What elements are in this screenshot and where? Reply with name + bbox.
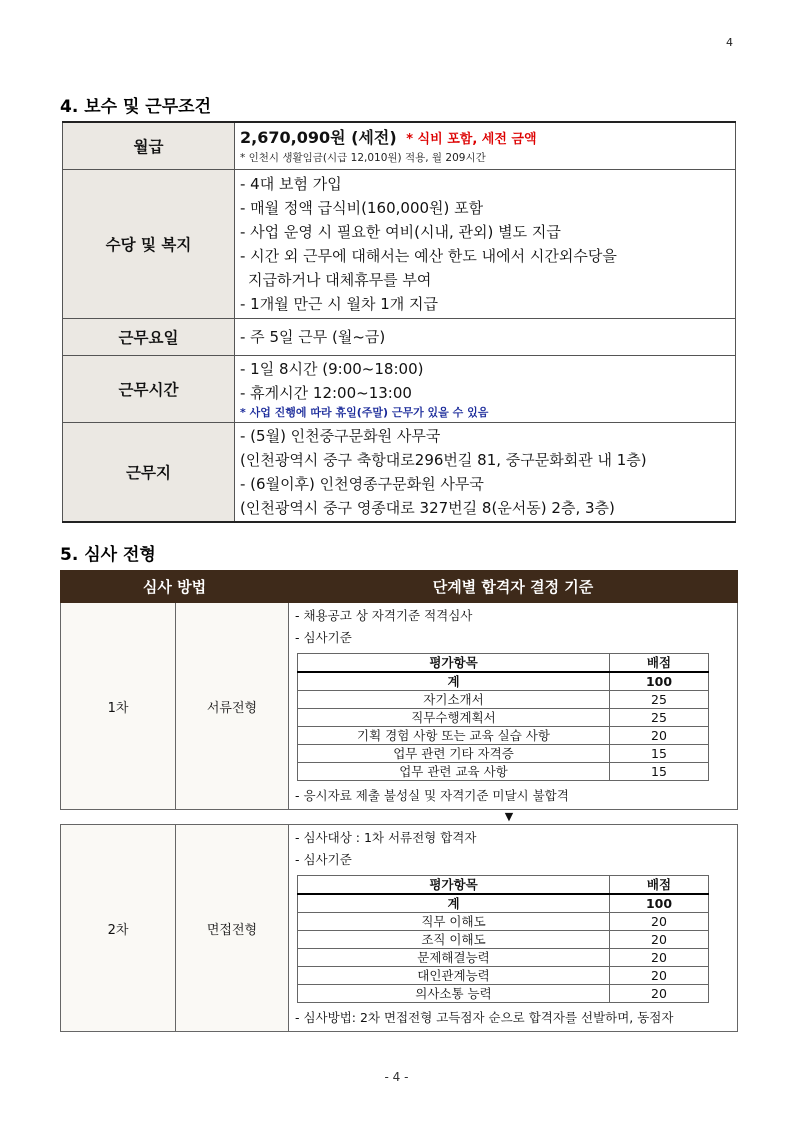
score-item: 업무 관련 기타 자격증 — [298, 745, 610, 763]
score-value: 25 — [610, 709, 709, 727]
stage1-criteria — [289, 603, 738, 810]
score-item: 기획 경험 사항 또는 교육 실습 사항 — [298, 727, 610, 745]
allowance-label: 수당 및 복지 — [63, 170, 235, 319]
table-row — [298, 949, 709, 967]
stage-arrow-row — [61, 810, 738, 825]
score-item: 직무수행계획서 — [298, 709, 610, 727]
score-total: 100 — [610, 672, 709, 691]
workdays-label: 근무요일 — [63, 319, 235, 356]
score-item: 직무 이해도 — [298, 913, 610, 931]
section-4-title: 4. 보수 및 근무조건 — [60, 97, 211, 117]
allowance-line: - 4대 보험 가입 — [240, 175, 342, 193]
score-value: 20 — [610, 967, 709, 985]
score-item: 의사소통 능력 — [298, 985, 610, 1003]
hours-label: 근무시간 — [63, 356, 235, 423]
score-item: 업무 관련 교육 사항 — [298, 763, 610, 781]
score-value: 20 — [610, 727, 709, 745]
score-item: 문제해결능력 — [298, 949, 610, 967]
salary-note: * 식비 포함, 세전 금액 — [406, 132, 537, 147]
stage2-line: - 심사기준 — [295, 852, 352, 867]
stage1-row — [61, 603, 738, 810]
down-arrow-icon: ▼ — [504, 810, 514, 823]
score-value: 25 — [610, 691, 709, 709]
stage1-method: 서류전형 — [176, 603, 289, 810]
score-col-score: 배점 — [610, 876, 709, 895]
allowance-line: - 1개월 만근 시 월차 1개 지급 — [240, 295, 439, 313]
score-item: 대인관계능력 — [298, 967, 610, 985]
table-row — [298, 931, 709, 949]
stage1-line: - 채용공고 상 자격기준 적격심사 — [295, 608, 473, 623]
work-conditions-table — [62, 121, 736, 523]
score-value: 15 — [610, 745, 709, 763]
table-row — [298, 967, 709, 985]
table-row — [298, 745, 709, 763]
score-total-label: 계 — [298, 894, 610, 913]
section-5-title: 5. 심사 전형 — [60, 545, 156, 565]
allowance-line: - 매월 정액 급식비(160,000원) 포함 — [240, 199, 484, 217]
table-row — [298, 985, 709, 1003]
hours-note: * 사업 진행에 따라 휴일(주말) 근무가 있을 수 있음 — [240, 406, 489, 419]
workdays-content: - 주 5일 근무 (월~금) — [235, 319, 736, 356]
allowance-line: - 사업 운영 시 필요한 여비(시내, 관외) 별도 지급 — [240, 223, 561, 241]
salary-label: 월급 — [63, 122, 235, 170]
location-content — [235, 423, 736, 523]
location-line: - (5월) 인천중구문화원 사무국 — [240, 427, 441, 445]
location-row — [63, 423, 736, 523]
stage1-footer: - 응시자료 제출 불성실 및 자격기준 미달시 불합격 — [295, 788, 569, 803]
score-value: 20 — [610, 949, 709, 967]
header-method: 심사 방법 — [61, 571, 289, 603]
workdays-row — [63, 319, 736, 356]
stage1-score-table — [297, 653, 709, 781]
table-row — [298, 691, 709, 709]
header-criteria: 단계별 합격자 결정 기준 — [289, 571, 738, 603]
hours-line: - 휴게시간 12:00~13:00 — [240, 384, 412, 402]
hours-row — [63, 356, 736, 423]
salary-sub-note: * 인천시 생활임금(시급 12,010원) 적용, 월 209시간 — [240, 152, 486, 164]
table-row — [298, 709, 709, 727]
allowance-content — [235, 170, 736, 319]
stage2-label: 2차 — [61, 825, 176, 1032]
table-row — [298, 727, 709, 745]
stage2-method: 면접전형 — [176, 825, 289, 1032]
stage2-line: - 심사대상 : 1차 서류전형 합격자 — [295, 830, 477, 845]
score-value: 20 — [610, 985, 709, 1003]
location-line: (인천광역시 중구 영종대로 327번길 8(운서동) 2층, 3층) — [240, 499, 615, 517]
salary-row — [63, 122, 736, 170]
location-line: - (6월이후) 인천영종구문화원 사무국 — [240, 475, 484, 493]
salary-amount: 2,670,090원 (세전) — [240, 128, 397, 147]
stage2-row — [61, 825, 738, 1032]
stage2-criteria — [289, 825, 738, 1032]
score-total-label: 계 — [298, 672, 610, 691]
score-value: 20 — [610, 931, 709, 949]
location-label: 근무지 — [63, 423, 235, 523]
stage1-label: 1차 — [61, 603, 176, 810]
review-process-table — [60, 570, 738, 1032]
allowance-row — [63, 170, 736, 319]
allowance-line: - 시간 외 근무에 대해서는 예산 한도 내에서 시간외수당을 — [240, 247, 617, 265]
page-number-top: 4 — [726, 36, 733, 49]
score-value: 20 — [610, 913, 709, 931]
review-header-row — [61, 571, 738, 603]
score-item: 조직 이해도 — [298, 931, 610, 949]
score-total: 100 — [610, 894, 709, 913]
score-value: 15 — [610, 763, 709, 781]
hours-line: - 1일 8시간 (9:00~18:00) — [240, 360, 424, 378]
score-item: 자기소개서 — [298, 691, 610, 709]
page-footer-number: - 4 - — [384, 1070, 409, 1084]
hours-content — [235, 356, 736, 423]
stage2-footer: - 심사방법: 2차 면접전형 고득점자 순으로 합격자를 선발하며, 동점자 — [295, 1010, 674, 1025]
location-line: (인천광역시 중구 축항대로296번길 81, 중구문화회관 내 1층) — [240, 451, 647, 469]
score-col-item: 평가항목 — [298, 876, 610, 895]
score-col-score: 배점 — [610, 654, 709, 673]
stage2-score-table — [297, 875, 709, 1003]
table-row — [298, 763, 709, 781]
salary-content — [235, 122, 736, 170]
score-col-item: 평가항목 — [298, 654, 610, 673]
stage1-line: - 심사기준 — [295, 630, 352, 645]
allowance-line: 지급하거나 대체휴무를 부여 — [248, 271, 432, 289]
table-row — [298, 913, 709, 931]
